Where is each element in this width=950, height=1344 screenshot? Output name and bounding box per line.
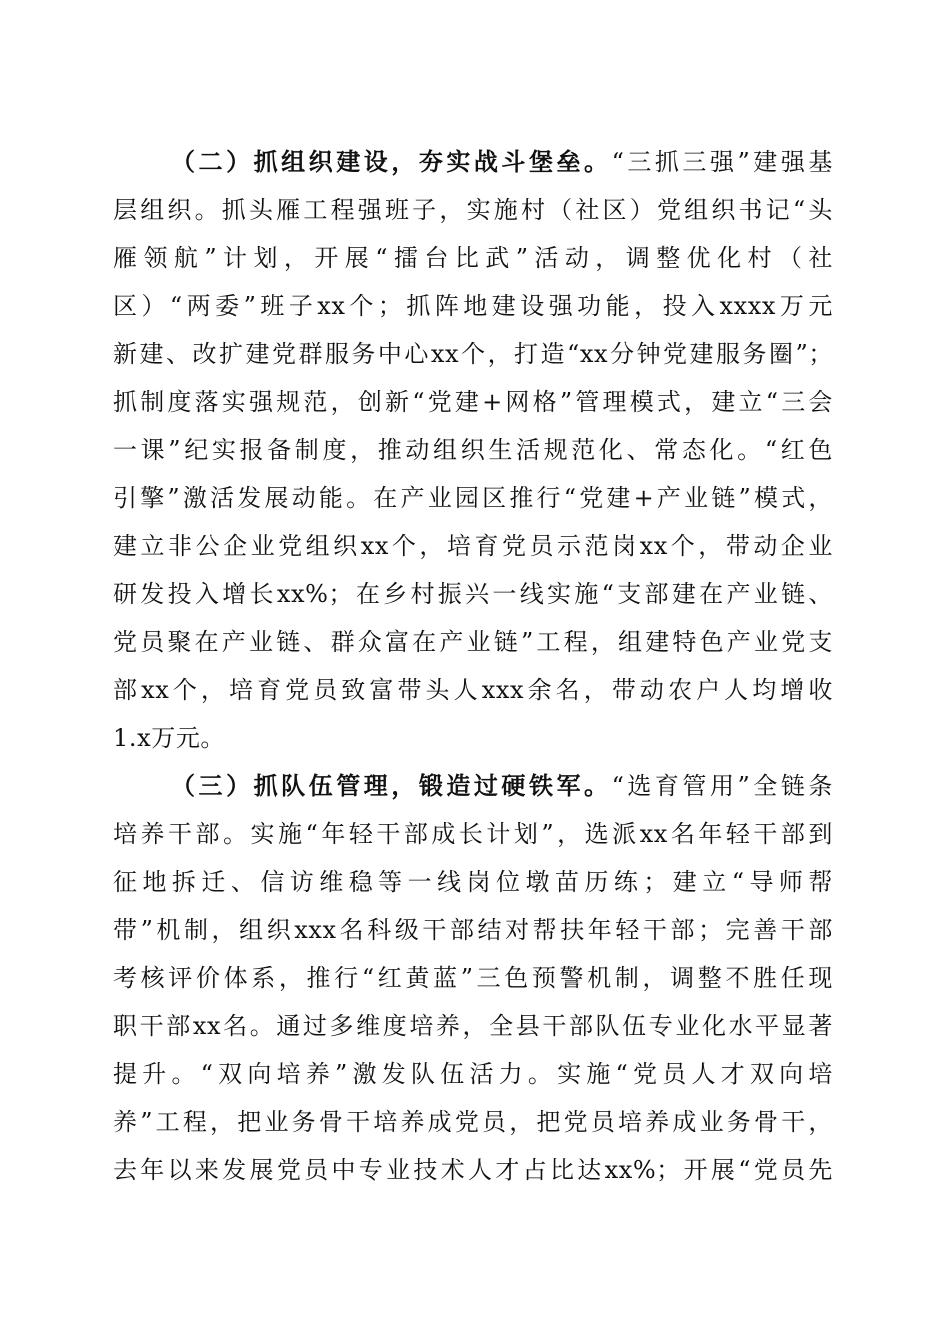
paragraph-2-text: “三抓三强”建强基 — [611, 148, 833, 176]
paragraph-3-line: 征地拆迁、信访维稳等一线岗位墩苗历练；建立“导师帮 — [113, 868, 833, 896]
paragraph-2-line-1 — [113, 138, 833, 186]
paragraph-3-line: 考核评价体系，推行“红黄蓝”三色预警机制，调整不胜任现 — [113, 964, 833, 992]
paragraph-3-line-1 — [113, 762, 833, 810]
paragraph-2-line: 抓制度落实强规范，创新“党建+网格”管理模式，建立“三会 — [113, 388, 833, 416]
paragraph-2-line: 研发投入增长xx%；在乡村振兴一线实施“支部建在产业链、 — [113, 580, 833, 608]
paragraph-3-line: 职干部xx名。通过多维度培养，全县干部队伍专业化水平显著 — [113, 1012, 833, 1040]
paragraph-2-line: 一课”纪实报备制度，推动组织生活规范化、常态化。“红色 — [113, 436, 833, 464]
paragraph-3-line: 提升。“双向培养”激发队伍活力。实施“党员人才双向培 — [113, 1060, 833, 1088]
paragraph-2-line: 党员聚在产业链、群众富在产业链”工程，组建特色产业党支 — [113, 628, 833, 656]
paragraph-2-line: 引擎”激活发展动能。在产业园区推行“党建+产业链”模式， — [113, 484, 833, 512]
paragraph-3-line: 去年以来发展党员中专业技术人才占比达xx%；开展“党员先 — [113, 1156, 833, 1184]
paragraph-3-line: 培养干部。实施“年轻干部成长计划”，选派xx名年轻干部到 — [113, 820, 833, 848]
paragraph-2-line: 区）“两委”班子xx个；抓阵地建设强功能，投入xxxx万元 — [113, 292, 833, 320]
paragraph-3-line: 带”机制，组织xxx名科级干部结对帮扶年轻干部；完善干部 — [113, 916, 833, 944]
paragraph-2-line: 新建、改扩建党群服务中心xx个，打造“xx分钟党建服务圈”； — [113, 340, 833, 368]
paragraph-2-line: 1.x万元。 — [113, 724, 226, 752]
paragraph-3-text: “选育管用”全链条 — [611, 772, 833, 800]
paragraph-2-heading: （二）抓组织建设，夯实战斗堡垒。 — [171, 147, 612, 176]
paragraph-2-line: 部xx个，培育党员致富带头人xxx余名，带动农户人均增收 — [113, 676, 833, 704]
paragraph-2-line: 层组织。抓头雁工程强班子，实施村（社区）党组织书记“头 — [113, 196, 833, 224]
paragraph-3-heading: （三）抓队伍管理，锻造过硬铁军。 — [171, 771, 612, 800]
paragraph-2-line: 建立非公企业党组织xx个，培育党员示范岗xx个，带动企业 — [113, 532, 833, 560]
paragraph-3-line: 养”工程，把业务骨干培养成党员，把党员培养成业务骨干， — [113, 1108, 833, 1136]
paragraph-2-line: 雁领航”计划，开展“擂台比武”活动，调整优化村（社 — [113, 244, 833, 272]
document-body — [113, 138, 833, 1194]
